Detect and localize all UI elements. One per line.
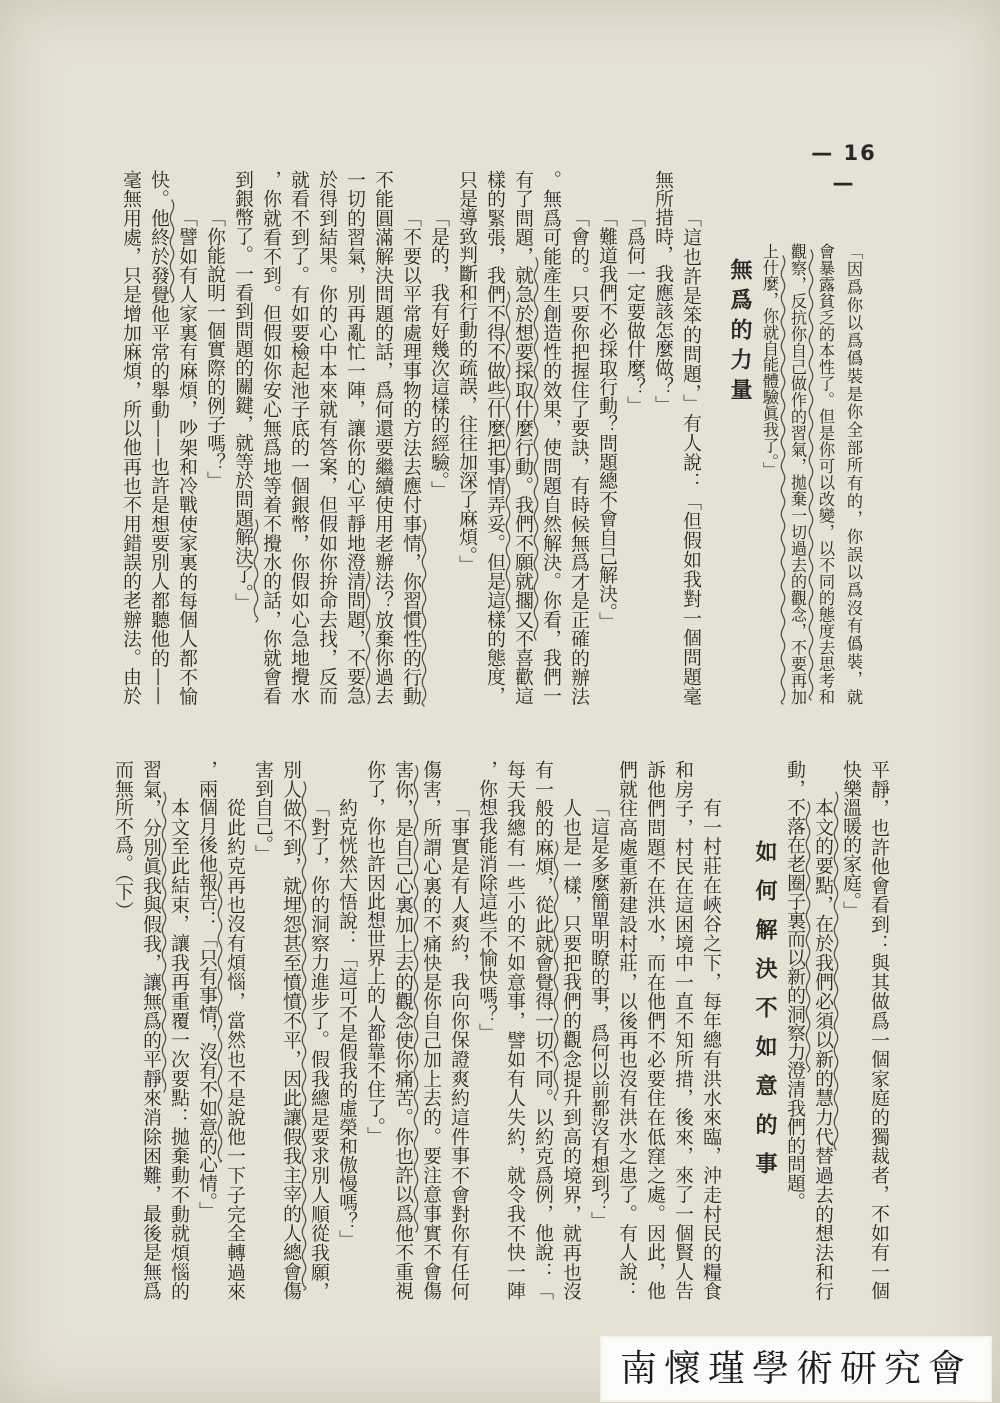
text-column: 有一般的麻煩，從此就會覺得一切不同。以約克爲例，他說：「: [532, 760, 553, 1300]
text-column: 「是的，我有好幾次這樣的經驗。」: [428, 207, 449, 499]
text-column: 約克恍然大悟說：「這可不是假我的虛榮和傲慢嗎？」: [336, 797, 357, 1249]
text-column: ，你就看不到。但假如你安心無爲地等着不攪水的話，你就會看: [260, 170, 281, 705]
text-column: 你了，你也許因此想世界上的人都靠不住了。」: [364, 760, 385, 1146]
text-column: 無所措時，我應該怎麼做？」: [652, 170, 673, 415]
text-column: 「難道我們不必採取行動？問題總不會自己解決。」: [596, 207, 617, 631]
text-column: 只是導致判斷和行動的疏誤，往往加深了麻煩。」: [456, 170, 477, 574]
text-column: 別人做不到，就埋怨甚至憤憤不平，因此讓假我主宰的人總會傷: [280, 760, 301, 1300]
text-column: ，兩個月後他報告：「只有事情，沒有不如意的心情。」: [196, 760, 217, 1221]
section-title: 如何解決不如意的事: [752, 840, 778, 1191]
text-column: 毫無用處，只是增加麻煩，所以他再也不用錯誤的老辦法。由於: [120, 170, 141, 705]
text-column: 人也是一樣，只要把我們的觀念提升到高的境界，就再也沒: [560, 797, 581, 1300]
section-title: 無爲的力量: [727, 258, 753, 408]
text-column: 。無爲可能產生創造性的效果，使問題自然解決。你看，我們一: [540, 170, 561, 705]
text-column: 「事實是有人爽約，我向你保證爽約這件事不會對你有任何: [448, 797, 469, 1300]
text-column: 習氣，分別眞我與假我，讓無爲的平靜來消除困難，最後是無爲: [140, 760, 161, 1300]
watermark-stamp: 南懷瑾學術研究會: [600, 1336, 992, 1402]
text-column: 不能圓滿解決問題的話，爲何還要繼續使用老辦法？放棄你過去: [372, 170, 393, 705]
text-column: 快樂溫暖的家庭。」: [840, 760, 861, 920]
text-column: 傷害，所謂心裏的不痛快是你自己加上去的。要注意事實不會傷: [420, 760, 441, 1300]
text-column: 一切的習氣，別再亂忙一陣，讓你的心平靜地澄清問題，不要急: [344, 170, 365, 705]
text-column: 本文的要點，在於我們必須以新的慧力代替過去的想法和行: [812, 797, 833, 1300]
text-column: 「因爲你以爲僞裝是你全部所有的，你誤以爲沒有僞裝，就: [844, 243, 863, 705]
page-number: — 16 —: [811, 141, 877, 195]
text-column: 於得到結果。你的心中本來就有答案，但假如你拚命去找，反而: [316, 170, 337, 705]
text-column: 「會的。只要你把握住了要訣，有時候無爲才是正確的辦法: [568, 207, 589, 705]
text-column: 「你能說明一個實際的例子嗎？」: [204, 207, 225, 490]
text-column: 「爲何一定要做什麼？」: [624, 207, 645, 415]
text-column: 上什麼，你就自能體驗眞我了。」: [760, 243, 779, 478]
text-column: 而無所不爲。（下）: [112, 760, 133, 920]
text-column: 害你，是自己心裏加上去的觀念使你痛苦。你也許以爲他不重視: [392, 760, 413, 1300]
text-column: 「不要以平常處理事物的方法去應付事情，你習慣性的行動: [400, 207, 421, 705]
text-column: 平靜，也許他會看到：與其做爲一個家庭的獨裁者，不如有一個: [868, 760, 889, 1300]
text-column: 樣的緊張，我們不得不做些什麼把事情弄妥。但是這樣的態度，: [484, 170, 505, 705]
text-column: 有一村莊在峽谷之下，每年總有洪水來臨，沖走村民的糧食: [700, 797, 721, 1300]
text-column: ，你想我能消除這些不愉快嗎？」: [476, 760, 497, 1042]
text-column: 「這是多麼簡單明瞭的事，爲何以前都沒有想到？」: [588, 797, 609, 1230]
text-column: 快。他終於發覺他平常的舉動——也許是想要別人都聽他的——: [148, 170, 169, 705]
text-column: 會暴露貧乏的本性了。但是你可以改變，以不同的態度去思考和: [816, 243, 835, 705]
text-column: 「這也許是笨的問題，」有人說：「但假如我對一個問題毫: [680, 207, 701, 705]
text-column: 「對了，你的洞察力進步了。假我總是要求別人順從我願，: [308, 797, 329, 1300]
text-column: 「譬如有人家裏有麻煩，吵架和冷戰使家裏的每個人都不愉: [176, 207, 197, 705]
text-column: 有了問題，就急於想要採取什麼行動。我們不願就擱又不喜歡這: [512, 170, 533, 705]
bottom-text-block: [108, 760, 892, 1300]
text-column: 們就往高處重新建設村莊，以後再也沒有洪水之患了。有人說：: [616, 760, 637, 1300]
top-text-block: [116, 170, 867, 705]
text-column: 害到自己。」: [252, 760, 273, 864]
text-column: 和房子，村民在這困境中一直不知所措，後來，來了一個賢人告: [672, 760, 693, 1300]
text-column: 動，不落在老圈子裏而以新的洞察力澄清我們的問題。: [784, 760, 805, 1211]
text-column: 本文至此結束，讓我再重覆一次要點：拋棄動不動就煩惱的: [168, 797, 189, 1300]
text-column: 訴他們問題不在洪水，而在他們不必要住在低窪之處。因此，他: [644, 760, 665, 1300]
text-column: 就看不到了。有如要檢起池子底的一個銀幣，你假如心急地攪水: [288, 170, 309, 705]
text-column: 到銀幣了。一看到問題的關鍵，就等於問題解決了。」: [232, 170, 253, 612]
text-column: 觀察，反抗你自己做作的習氣，拋棄一切過去的觀念，不要再加: [788, 243, 807, 705]
text-column: 從此約克再也沒有煩惱，當然也不是說他一下子完全轉過來: [224, 797, 245, 1300]
text-column: 每天我總有一些小的不如意事，譬如有人失約，就令我不快一陣: [504, 760, 525, 1300]
